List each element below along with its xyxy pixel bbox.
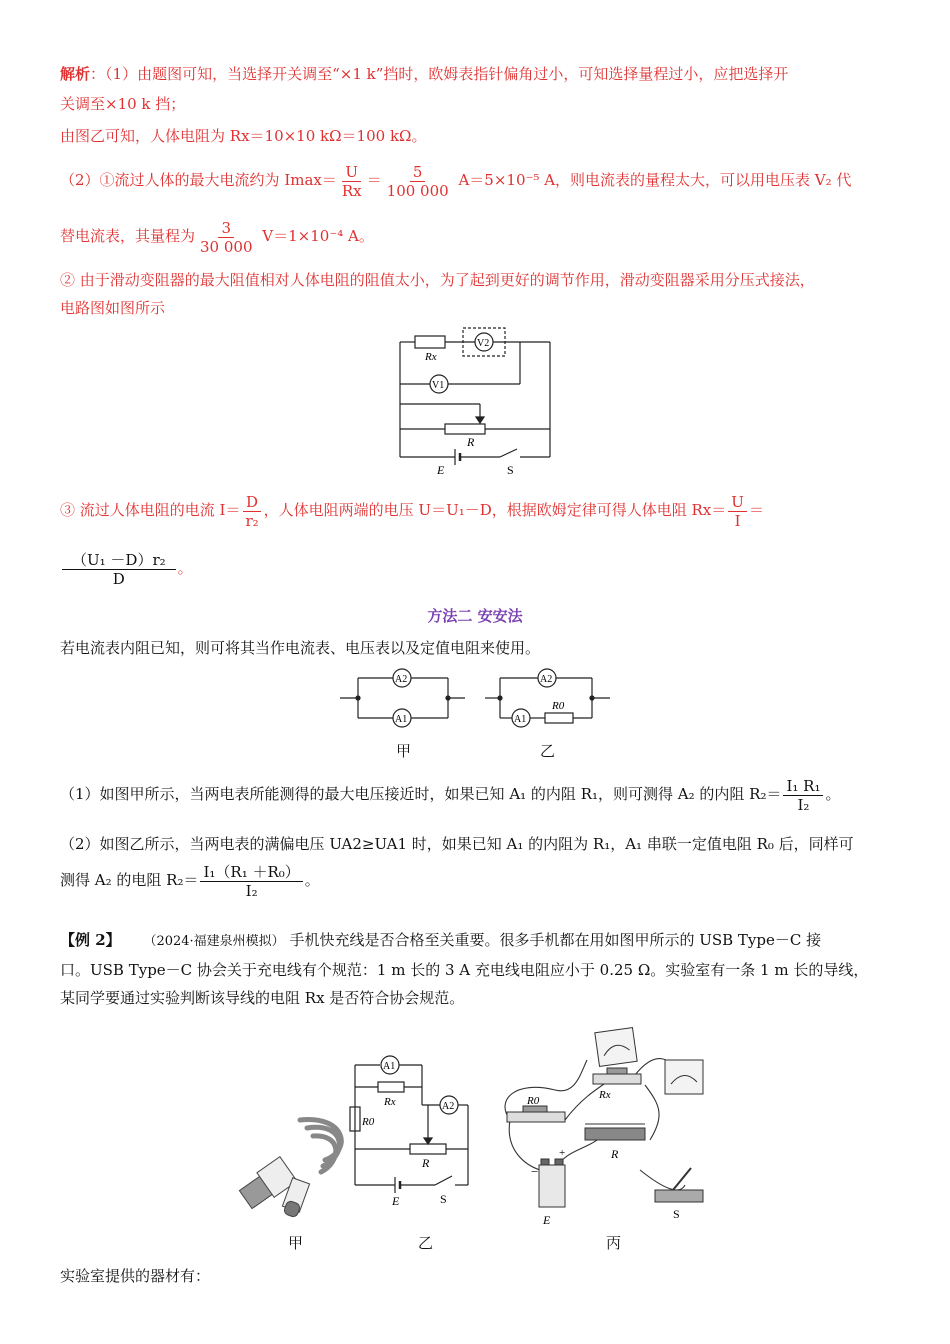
resistor-rx [415,336,445,348]
label-v2: V2 [477,338,490,349]
label-rx: Rx [599,1089,611,1101]
fraction-u-over-i [728,493,747,530]
analysis-line-4 [60,214,890,258]
period: 。 [825,785,841,803]
method2-item-1 [60,772,890,816]
label-v1: V1 [432,380,445,391]
item2b-text: 测得 A₂ 的电阻 R₂＝ [60,871,199,889]
fraction-num: D [243,493,261,512]
caption-bing: 丙 [606,1234,622,1252]
label-a1: A1 [395,714,408,725]
analysis-text-6-pre: ③ 流过人体电阻的电流 I＝ [60,501,241,519]
analysis-line-7 [60,546,890,590]
label-r: R [611,1147,619,1161]
fraction-den: Rx [341,181,362,200]
method2-item-2b [60,858,890,902]
label-rx: Rx [425,351,437,363]
ammeter-a2-device [665,1060,703,1094]
fraction-num: U [342,163,361,182]
period: 。 [304,871,320,889]
analysis-text-2: 由图乙可知，人体电阻为 Rx＝10×10 kΩ＝100 kΩ。 [60,127,427,145]
fraction-3-over-30000 [197,219,256,256]
resistor-r0-device [507,1112,565,1122]
switch-device [655,1190,703,1202]
fraction-den: 100 000 [386,181,449,200]
example2-line-2: 口。USB Type－C 协会关于充电线有个规范：1 m 长的 3 A 充电线电阻应小于 0.25 Ω。实验室有一条 1 m 长的导线， [60,961,869,979]
label-r: R [422,1156,430,1170]
fraction-5-over-100000 [384,163,452,200]
resistor-r0 [545,713,573,723]
label-minus: − [531,1164,539,1179]
example2-line-3: 某同学要通过实验判断该导线的电阻 Rx 是否符合协会规范。 [60,989,465,1007]
fraction-den: I₂ [797,795,810,814]
analysis-text-3-post: A＝5×10⁻⁵ A，则电流表的量程太大，可以用电压表 V₂ 代 [458,171,852,189]
label-a2: A2 [395,674,408,685]
switch-s [435,1176,452,1185]
fraction-num: （U₁ －D）r₂ [62,551,176,570]
switch-s [500,449,517,457]
label-s: S [440,1192,447,1205]
circuit-diagram-voltmeters [395,322,565,482]
slider-arrow-icon [424,1138,432,1144]
label-e: E [543,1213,551,1227]
label-r0: R0 [527,1095,540,1107]
analysis-text-1b: 关调至×10 k 挡； [60,95,186,113]
example-label: 【例 2】 [60,931,121,949]
example-source: （2024·福建泉州模拟） [143,934,285,949]
label-plus: + [559,1147,566,1159]
usb-cable-illustration [235,1110,355,1225]
example2-line-1 [60,926,890,956]
example-text-1: 手机快充线是否合格至关重要。很多手机都在用如图甲所示的 USB Type－C 接 [289,931,822,949]
label-e: E [392,1194,400,1205]
label-a2: A2 [442,1101,455,1112]
fraction-den: r₂ [245,511,259,530]
fraction-den: I₂ [245,881,258,900]
rheostat-device [585,1128,645,1140]
ammeter-circuits-jia-yi [340,660,615,740]
fraction-num: I₁（R₁ ＋R₀） [200,863,302,882]
analysis-line-6 [60,488,890,532]
analysis-line-1 [60,60,890,88]
method2-intro: 若电流表内阻已知，则可将其当作电流表、电压表以及定值电阻来使用。 [60,639,541,657]
label-rx: Rx [384,1096,396,1108]
circuit-diagram-yi [340,1045,480,1205]
fraction-num: U [728,493,747,512]
fraction-i1r1-over-i2 [783,777,823,814]
example2-footer: 实验室提供的器材有： [60,1267,211,1285]
analysis-colon: ： [90,65,106,83]
caption-jia: 甲 [396,742,412,760]
analysis-label: 解析 [60,65,91,83]
fraction-result [62,551,176,588]
label-s: S [673,1207,680,1221]
resistor-rx-device [593,1074,641,1084]
period: 。 [177,559,193,577]
analysis-text-6-mid: ，人体电阻两端的电压 U＝U₁－D，根据欧姆定律可得人体电阻 Rx＝ [263,501,727,519]
method2-item-2a: （2）如图乙所示，当两电表的满偏电压 UA2≥UA1 时，如果已知 A₁ 的内阻为 R₁，A₁ 串联一定值电阻 R₀ 后，同样可 [60,835,854,853]
rheostat-r [445,424,485,434]
caption-jia-2: 甲 [288,1234,304,1252]
fraction-d-over-r2 [242,493,261,530]
fraction-den: 30 000 [200,237,253,256]
label-r: R [467,435,475,449]
label-a1: A1 [514,714,527,725]
battery-device [539,1165,565,1207]
fraction-i1-r1r0-over-i2 [200,863,302,900]
fraction-num: I₁ R₁ [783,777,823,796]
fraction-num: 5 [410,163,426,182]
analysis-line-3 [60,158,890,202]
rheostat-r [410,1144,446,1154]
label-r0: R0 [362,1116,375,1128]
label-r0: R0 [552,700,565,712]
apparatus-illustration-bing [495,1020,720,1230]
analysis-text-4-post: V＝1×10⁻⁴ A。 [262,227,374,245]
caption-yi-2: 乙 [418,1234,434,1252]
equals-sign: ＝ [748,501,764,519]
section-title: 方法二 安安法 [427,607,523,625]
item1-text: （1）如图甲所示，当两电表所能测得的最大电压接近时，如果已知 A₁ 的内阻 R₁，则可测得 A₂ 的内阻 R₂＝ [60,785,782,803]
ammeter-a1-device [595,1028,637,1067]
analysis-text-4-pre: 替电流表，其量程为 [60,227,196,245]
fraction-den: I [734,511,741,530]
label-a2: A2 [540,674,553,685]
resistor-rx [378,1082,404,1092]
label-s: S [507,463,514,477]
analysis-text-5b: 电路图如图所示 [60,299,166,317]
caption-yi: 乙 [540,742,556,760]
label-a1: A1 [383,1061,396,1072]
analysis-text-1a: （1）由题图可知，当选择开关调至“×1 k”挡时，欧姆表指针偏角过小，可知选择量程过小，应把选择开 [105,65,789,83]
equals-sign: ＝ [366,171,382,189]
fraction-den: D [112,569,125,588]
analysis-text-5a: ② 由于滑动变阻器的最大阻值相对人体电阻的阻值太小，为了起到更好的调节作用，滑动变阻器采用分压式接法， [60,271,815,289]
slider-arrow-icon [476,417,484,423]
fraction-num: 3 [218,219,234,238]
label-e: E [437,463,445,477]
fraction-u-over-rx [339,163,365,200]
analysis-text-3-pre: （2）①流过人体的最大电流约为 Imax＝ [60,171,337,189]
